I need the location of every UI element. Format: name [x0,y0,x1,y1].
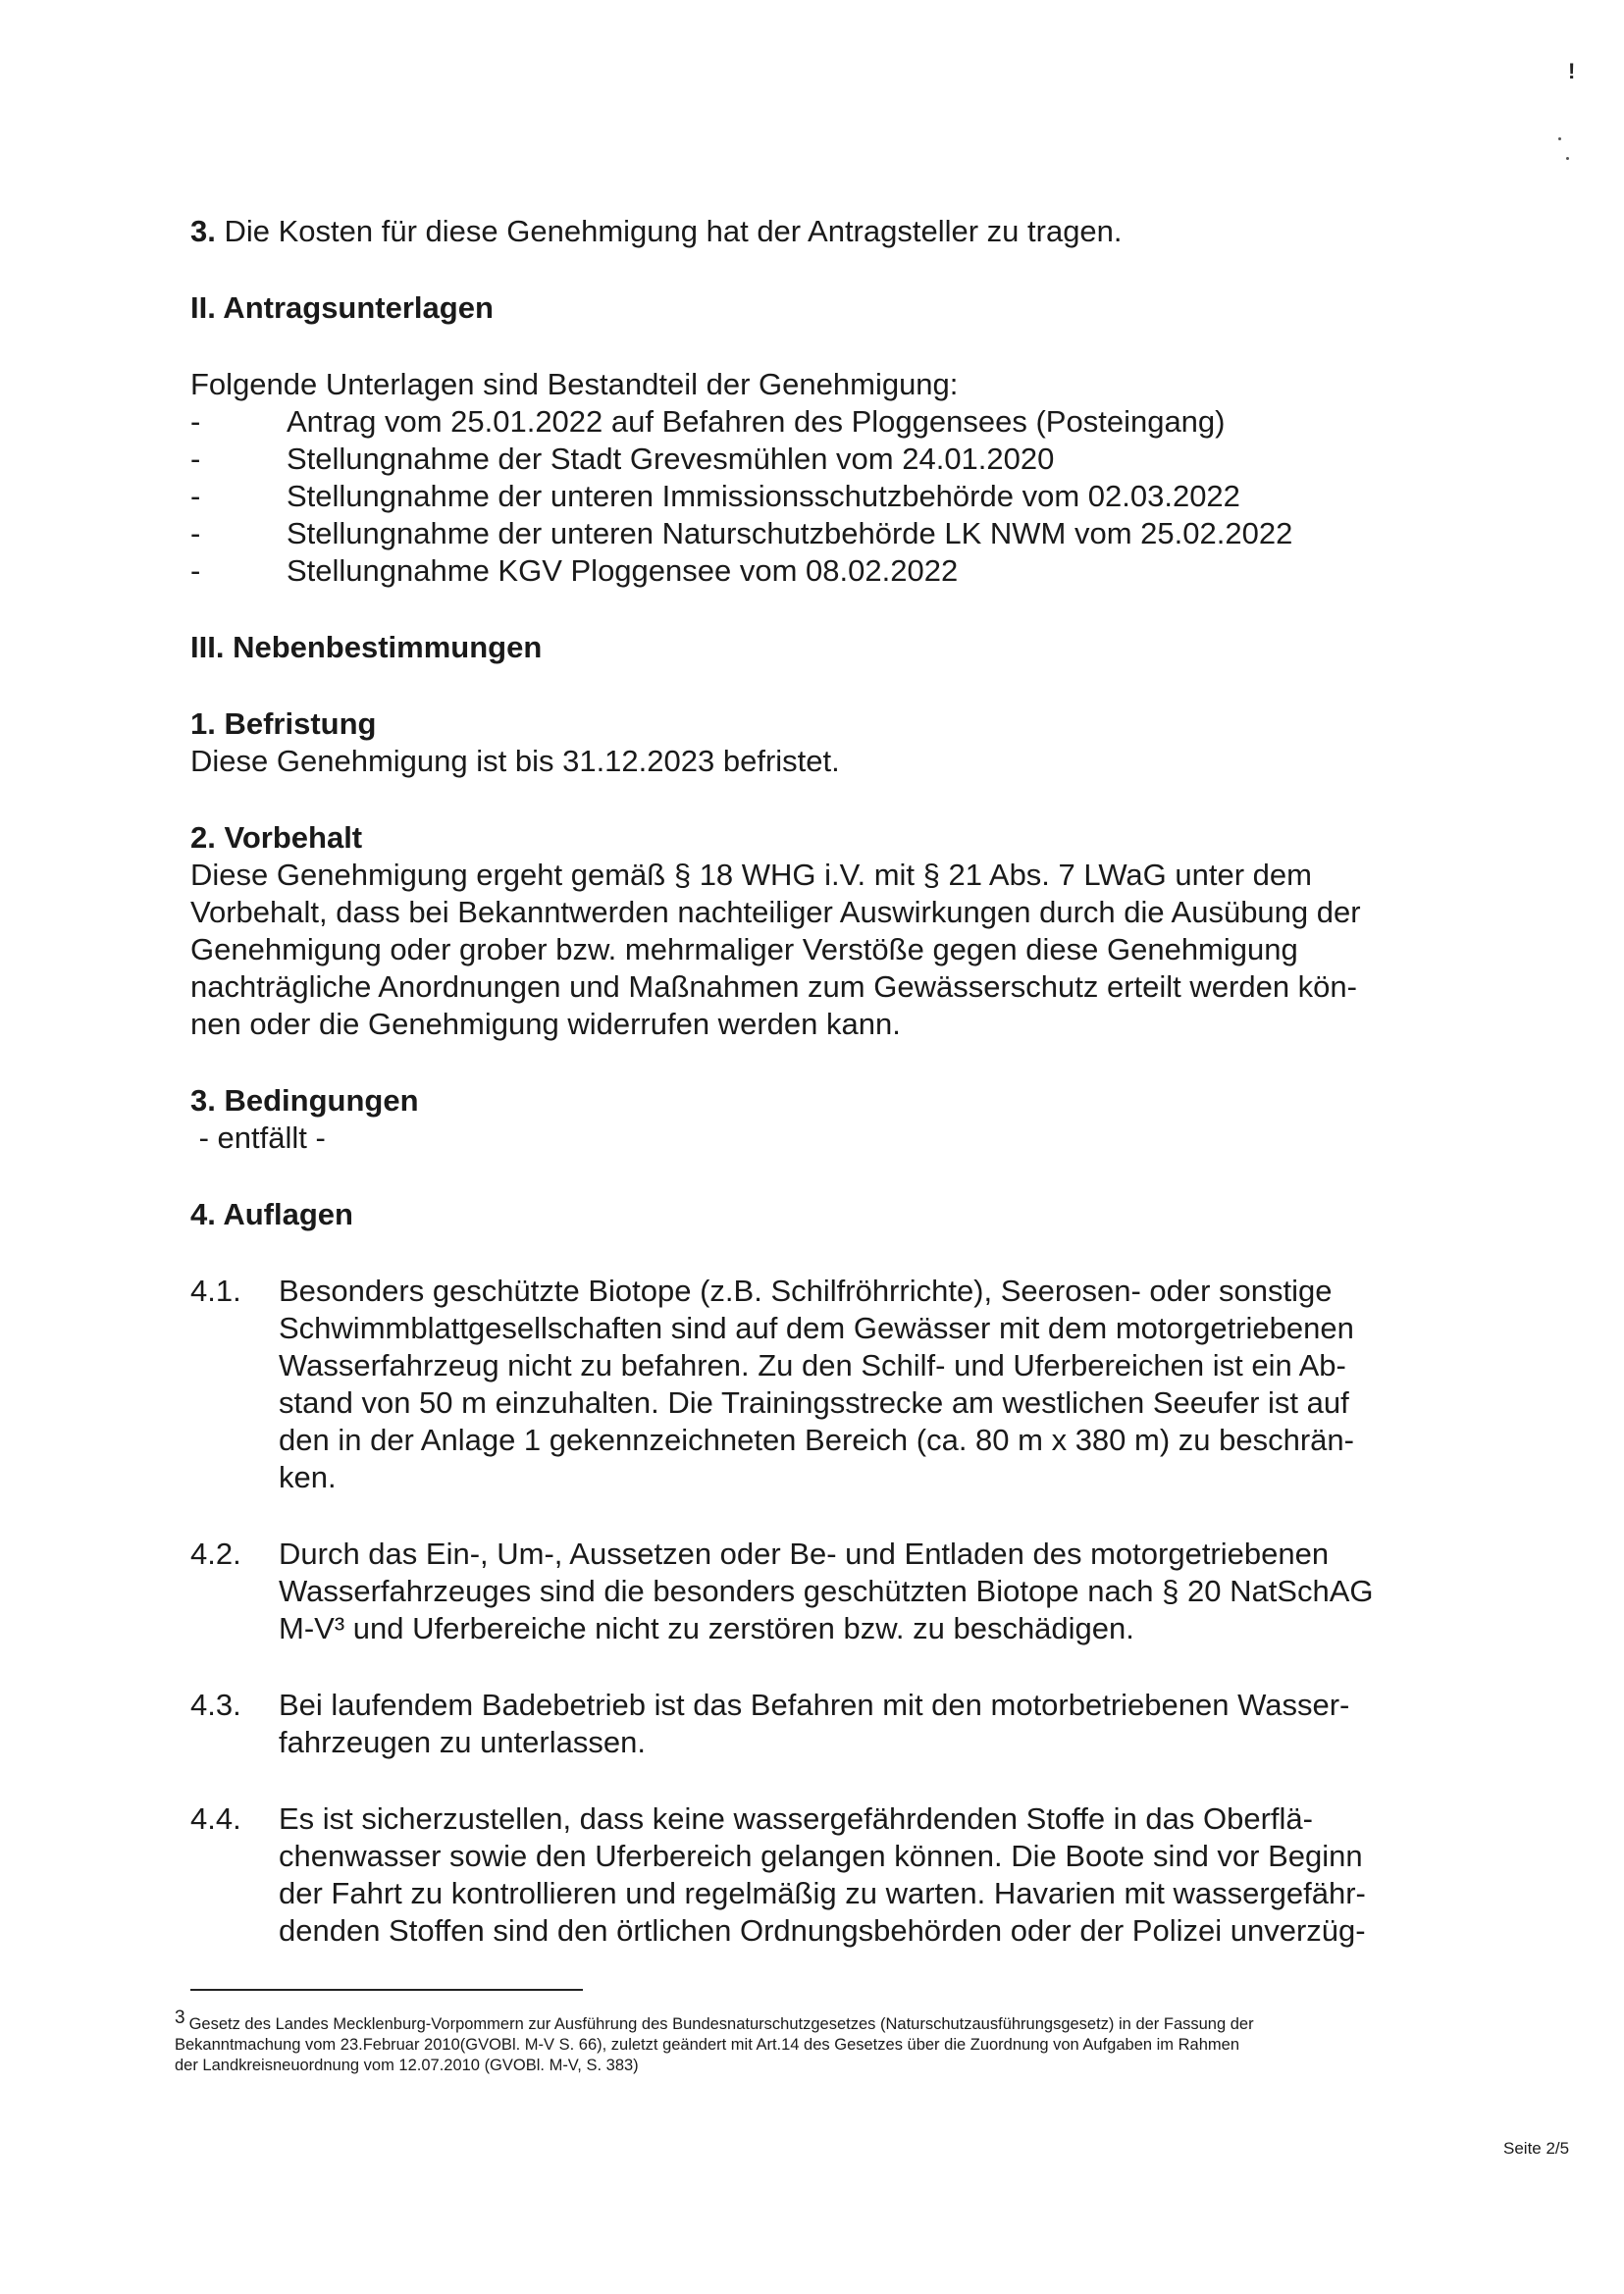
list-item-text: Stellungnahme der Stadt Grevesmühlen vom 24.01.2020 [287,442,1055,476]
list-dash: - [190,479,201,513]
list-dash: - [190,553,201,588]
list-item [190,515,1466,552]
auflage-body [279,1687,1466,1761]
list-item [190,441,1466,478]
page-number: Seite 2/5 [1503,2139,1570,2158]
footnote-line [175,2007,1480,2035]
section-ii-intro: Folgende Unterlagen sind Bestandteil der Genehmigung: [190,367,959,401]
bedingungen-text: - entfällt - [190,1121,326,1155]
costs-number: 3. [190,214,216,248]
paragraph-line: denden Stoffen sind den örtlichen Ordnungsbehörden oder der Polizei unverzüg- [279,1913,1366,1948]
auflage-number: 4.3. [190,1688,241,1722]
corner-mark: ! [1568,59,1576,83]
auflage-item [190,1800,1466,1950]
paragraph-line: stand von 50 m einzuhalten. Die Trainingsstrecke am westlichen Seeufer ist auf [279,1385,1349,1420]
list-item-text: Stellungnahme der unteren Immissionsschutzbehörde vom 02.03.2022 [287,479,1240,513]
list-item [190,552,1466,590]
list-dash: - [190,442,201,476]
footnote-line: der Landkreisneuordnung vom 12.07.2010 (GVOBl. M-V, S. 383) [175,2057,639,2074]
paragraph-line: Diese Genehmigung ergeht gemäß § 18 WHG i.V. mit § 21 Abs. 7 LWaG unter dem [190,858,1312,892]
paragraph-line: Bei laufendem Badebetrieb ist das Befahren mit den motorbetriebenen Wasser- [279,1688,1350,1722]
paragraph-line: Wasserfahrzeuges sind die besonders geschützten Biotope nach § 20 NatSchAG [279,1574,1374,1608]
paragraph-line: Durch das Ein-, Um-, Aussetzen oder Be- und Entladen des motorgetriebenen [279,1537,1330,1571]
vorbehalt-heading: 2. Vorbehalt [190,820,363,855]
list-item-text: Antrag vom 25.01.2022 auf Befahren des Ploggensees (Posteingang) [287,404,1226,439]
footnote-marker: 3 [175,2007,185,2028]
bedingungen-heading: 3. Bedingungen [190,1083,419,1118]
auflage-item [190,1687,1466,1761]
paragraph-line: Vorbehalt, dass bei Bekanntwerden nachteiliger Auswirkungen durch die Ausübung der [190,895,1361,929]
paragraph-line: chenwasser sowie den Uferbereich gelangen können. Die Boote sind vor Beginn [279,1839,1363,1873]
paragraph-line: Besonders geschützte Biotope (z.B. Schilfröhrrichte), Seerosen- oder sonstige [279,1274,1333,1308]
list-item [190,403,1466,441]
list-item [190,478,1466,515]
document-body [190,213,1466,1950]
paragraph-line: der Fahrt zu kontrollieren und regelmäßig zu warten. Havarien mit wassergefähr- [279,1876,1366,1910]
paragraph-line: ken. [279,1460,337,1494]
section-ii-heading: II. Antragsunterlagen [190,290,494,325]
auflage-number: 4.1. [190,1274,241,1308]
paragraph-line: nachträgliche Anordnungen und Maßnahmen zum Gewässerschutz erteilt werden kön- [190,969,1357,1004]
section-iii-heading: III. Nebenbestimmungen [190,630,543,664]
auflage-body [279,1273,1466,1496]
footnote [175,2007,1480,2076]
paragraph-line: den in der Anlage 1 gekennzeichneten Bereich (ca. 80 m x 380 m) zu beschrän- [279,1423,1354,1457]
paragraph-line: M-V³ und Uferbereiche nicht zu zerstören bzw. zu beschädigen. [279,1611,1134,1645]
footnote-separator [190,1989,583,1991]
list-item-text: Stellungnahme der unteren Naturschutzbehörde LK NWM vom 25.02.2022 [287,516,1293,550]
auflage-body [279,1800,1466,1950]
list-item-text: Stellungnahme KGV Ploggensee vom 08.02.2022 [287,553,959,588]
costs-text: Die Kosten für diese Genehmigung hat der Antragsteller zu tragen. [224,214,1123,248]
footnote-line: Bekanntmachung vom 23.Februar 2010(GVOBl. M-V S. 66), zuletzt geändert mit Art.14 des Gesetzes über die Zuordnung von Aufgaben im Rahmen [175,2036,1240,2054]
befristung-text: Diese Genehmigung ist bis 31.12.2023 befristet. [190,744,840,778]
paragraph-line: nen oder die Genehmigung widerrufen werden kann. [190,1007,901,1041]
scan-speck [1566,157,1569,160]
paragraph-line: Es ist sicherzustellen, dass keine wassergefährdenden Stoffe in das Oberflä- [279,1801,1313,1836]
auflage-number: 4.2. [190,1537,241,1571]
auflage-number: 4.4. [190,1801,241,1836]
auflage-body [279,1536,1466,1647]
scan-speck [1558,137,1561,140]
befristung-heading: 1. Befristung [190,706,377,741]
auflage-item [190,1536,1466,1647]
vorbehalt-paragraph [190,857,1466,1043]
list-dash: - [190,516,201,550]
costs-clause [190,213,1466,250]
footnote-text: Gesetz des Landes Mecklenburg-Vorpommern zur Ausführung des Bundesnaturschutzgesetzes (Naturschutzausführungsgesetz) in der Fassung der [188,2015,1254,2033]
paragraph-line: fahrzeugen zu unterlassen. [279,1725,646,1759]
auflagen-heading: 4. Auflagen [190,1197,353,1231]
paragraph-line: Genehmigung oder grober bzw. mehrmaliger Verstöße gegen diese Genehmigung [190,932,1298,966]
auflage-item [190,1273,1466,1496]
list-dash: - [190,404,201,439]
attachments-list [190,403,1466,590]
paragraph-line: Schwimmblattgesellschaften sind auf dem Gewässer mit dem motorgetriebenen [279,1311,1354,1345]
paragraph-line: Wasserfahrzeug nicht zu befahren. Zu den Schilf- und Uferbereichen ist ein Ab- [279,1348,1346,1382]
